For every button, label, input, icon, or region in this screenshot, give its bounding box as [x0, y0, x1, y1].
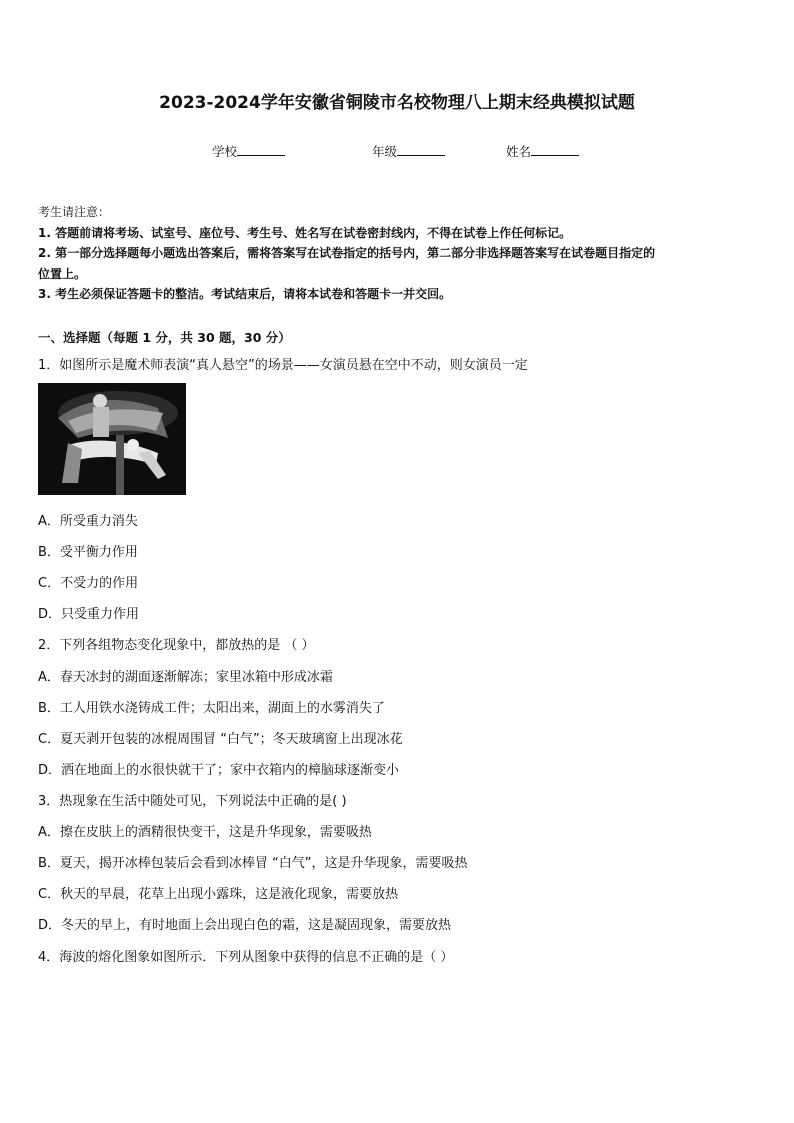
school-blank	[237, 145, 285, 156]
note-item-2: 2. 第一部分选择题每小题选出答案后，需将答案写在试卷指定的括号内，第二部分非选择题答案写在试卷题目指定的	[38, 246, 656, 260]
name-field	[506, 142, 579, 160]
q2-option-c: C．夏天剥开包装的冰棍周围冒 “白气”；冬天玻璃窗上出现冰花	[38, 732, 403, 747]
q1-option-a: A．所受重力消失	[38, 514, 138, 529]
q1-option-b: B．受平衡力作用	[38, 545, 138, 560]
section-heading: 一、选择题（每题 1 分，共 30 题，30 分）	[38, 330, 291, 345]
notes-heading: 考生请注意：	[38, 205, 111, 219]
note-item-2-cont: 位置上。	[38, 266, 87, 281]
q4-stem: 4．海波的熔化图象如图所示．下列从图象中获得的信息不正确的是（ ）	[38, 950, 454, 965]
note-item-1: 1. 答题前请将考场、试室号、座位号、考生号、姓名写在试卷密封线内，不得在试卷上作任何标记。	[38, 225, 572, 240]
exam-notes	[38, 202, 762, 305]
grade-label: 年级	[372, 144, 398, 159]
name-blank	[531, 145, 579, 156]
magic-show-photo	[38, 383, 186, 495]
q3-option-d: D．冬天的早上，有时地面上会出现白色的霜，这是凝固现象，需要放热	[38, 918, 452, 933]
levitation-image-icon	[38, 383, 186, 495]
school-label: 学校	[212, 144, 238, 159]
q3-stem: 3．热现象在生活中随处可见，下列说法中正确的是( )	[38, 794, 347, 809]
grade-field	[372, 142, 445, 160]
q2-option-d: D．洒在地面上的水很快就干了；家中衣箱内的樟脑球逐渐变小	[38, 763, 400, 778]
q1-option-d: D．只受重力作用	[38, 607, 140, 622]
q3-option-b: B．夏天，揭开冰棒包装后会看到冰棒冒 “白气”，这是升华现象，需要吸热	[38, 856, 468, 871]
note-item-3: 3. 考生必须保证答题卡的整洁。考试结束后，请将本试卷和答题卡一并交回。	[38, 287, 452, 301]
page-title: 2023-2024学年安徽省铜陵市名校物理八上期末经典模拟试题	[159, 93, 635, 113]
grade-blank	[397, 145, 445, 156]
q2-option-b: B．工人用铁水浇铸成工件；太阳出来，湖面上的水雾消失了	[38, 701, 385, 716]
q3-option-c: C．秋天的早晨，花草上出现小露珠，这是液化现象，需要放热	[38, 887, 399, 902]
name-label: 姓名	[506, 144, 532, 159]
q1-stem: 1．如图所示是魔术师表演“真人悬空”的场景——女演员悬在空中不动，则女演员一定	[38, 358, 528, 373]
school-field	[212, 142, 285, 160]
q3-option-a: A．擦在皮肤上的酒精很快变干，这是升华现象，需要吸热	[38, 825, 372, 840]
q2-option-a: A．春天冰封的湖面逐渐解冻；家里冰箱中形成冰霜	[38, 670, 333, 685]
q1-option-c: C．不受力的作用	[38, 576, 139, 591]
q2-stem: 2．下列各组物态变化现象中，都放热的是 （ ）	[38, 638, 315, 653]
